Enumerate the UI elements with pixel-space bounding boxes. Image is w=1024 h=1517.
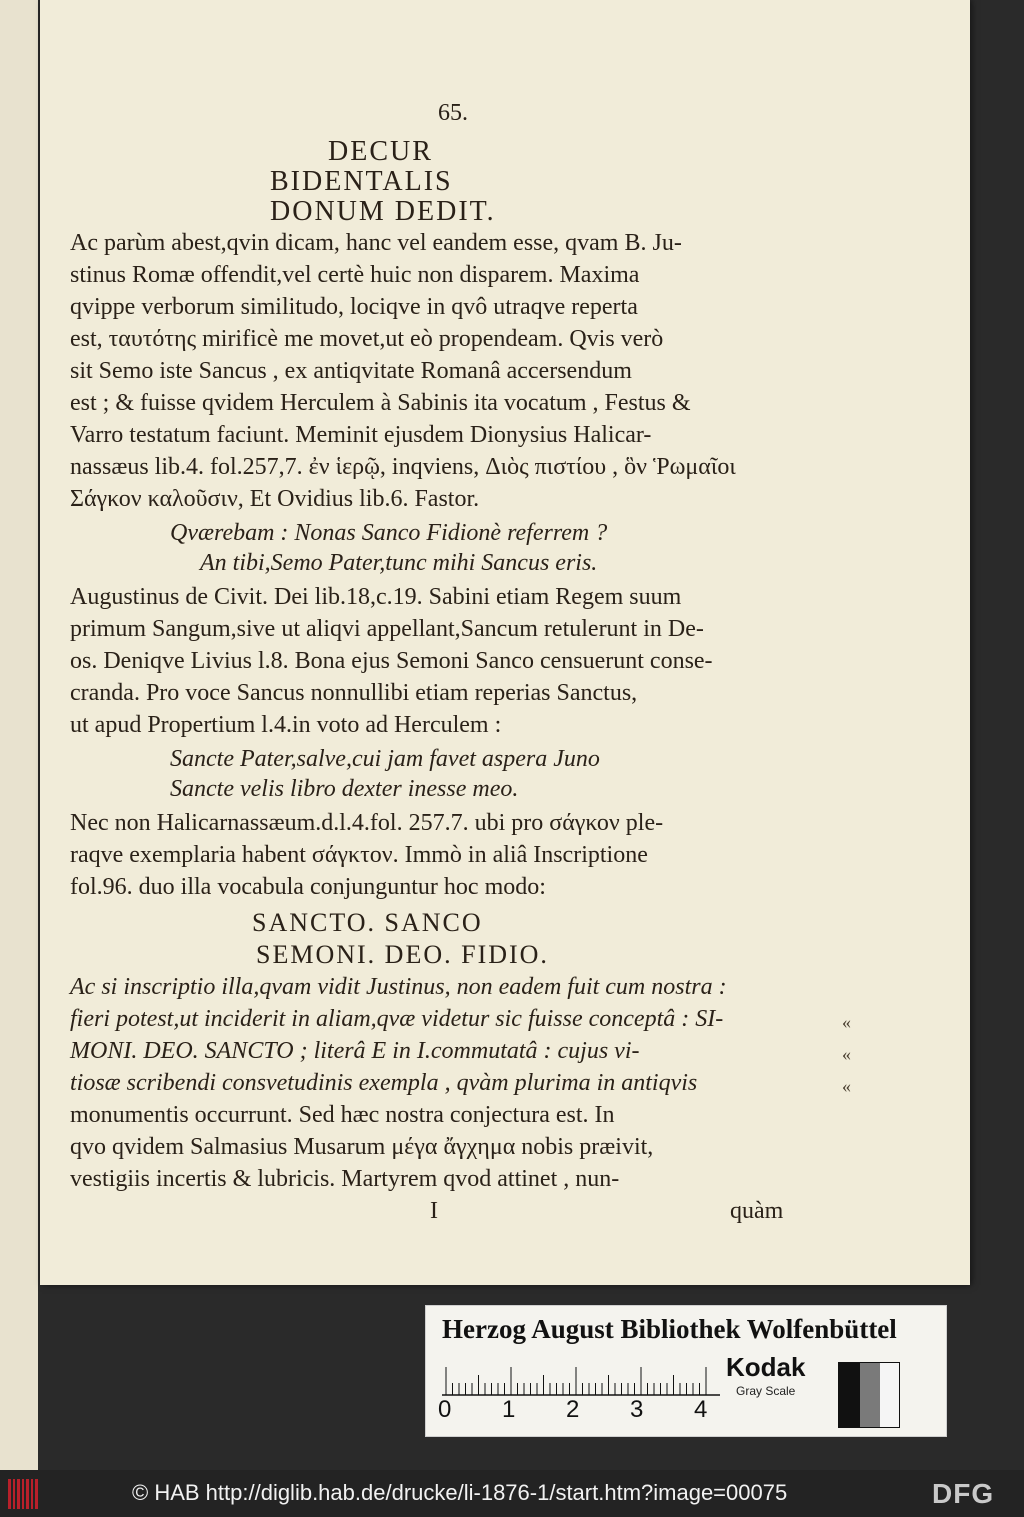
text-line: Nec non Halicarnassæum.d.l.4.fol. 257.7. ubi pro σάγκον ple- (70, 810, 664, 836)
ruler-number: 3 (630, 1396, 644, 1423)
text-line: raqve exemplaria habent σάγκτον. Immò in aliâ Inscriptione (70, 842, 648, 868)
ruler-numbers (438, 1396, 738, 1426)
text-line: tiosæ scribendi consvetudinis exempla , qvàm plurima in antiqvis (70, 1070, 698, 1096)
gray-scale-label: Gray Scale (736, 1384, 796, 1398)
text-line: fol.96. duo illa vocabula conjunguntur hoc modo: (70, 874, 546, 900)
text-line: sit Semo iste Sancus , ex antiqvitate Romanâ accersendum (70, 358, 632, 384)
text-line: stinus Romæ offendit,vel certè huic non disparem. Maxima (70, 262, 640, 288)
text-line: vestigiis incertis & lubricis. Martyrem qvod attinet , nun- (70, 1166, 620, 1192)
margin-quote-mark: « (842, 1044, 851, 1064)
text-line: ut apud Propertium l.4.in voto ad Herculem : (70, 712, 502, 738)
swatch-black (839, 1363, 860, 1427)
library-color-card (425, 1305, 947, 1437)
text-line: os. Deniqve Livius l.8. Bona ejus Semoni Sanco censuerunt conse- (70, 648, 713, 674)
footer-credit-link[interactable]: © HAB http://diglib.hab.de/drucke/li-1876-1/start.htm?image=00075 (132, 1480, 788, 1505)
kodak-brand: Kodak (726, 1352, 806, 1382)
text-line: Ac parùm abest,qvin dicam, hanc vel eandem esse, qvam B. Ju- (70, 230, 682, 256)
gray-scale-swatches (838, 1362, 900, 1428)
text-line: nassæus lib.4. fol.257,7. ἐν ἱερῷ, inqviens, Διὸς πιστίου , ὃν Ῥωμαῖοι (70, 454, 736, 480)
dfg-logo: DFG (932, 1478, 995, 1509)
text-line: cranda. Pro voce Sancus nonnullibi etiam reperias Sanctus, (70, 680, 638, 706)
margin-quote-mark: « (842, 1012, 851, 1032)
verse-line: Sancte Pater,salve,cui jam favet aspera Juno (170, 746, 600, 772)
library-name: Herzog August Bibliothek Wolfenbüttel (442, 1314, 897, 1344)
text-line: fieri potest,ut inciderit in aliam,qvæ videtur sic fuisse conceptâ : SI- (70, 1006, 724, 1032)
text-line: MONI. DEO. SANCTO ; literâ E in I.commutatâ : cujus vi- (70, 1038, 640, 1064)
verse-line: An tibi,Semo Pater,tunc mihi Sancus eris. (200, 550, 598, 576)
text-line: Varro testatum faciunt. Meminit ejusdem Dionysius Halicar- (70, 422, 652, 448)
swatch-gray (860, 1363, 879, 1427)
heading-line-1: DECUR (328, 136, 433, 167)
previous-page-edge (0, 0, 38, 1470)
text-line: est ; & fuisse qvidem Herculem à Sabinis ita vocatum , Festus & (70, 390, 691, 416)
inscription-line-1: SANCTO. SANCO (252, 908, 483, 937)
swatch-white (880, 1363, 899, 1427)
text-line: Σάγκον καλοῦσιν, Et Ovidius lib.6. Fastor. (70, 486, 480, 512)
text-line: Augustinus de Civit. Dei lib.18,c.19. Sabini etiam Regem suum (70, 584, 682, 610)
page-number: 65. (438, 100, 468, 126)
text-line: est, ταυτότης mirificè me movet,ut eò propendeam. Qvis verò (70, 326, 664, 352)
margin-quote-mark: « (842, 1076, 851, 1096)
book-page (40, 0, 970, 1285)
inscription-line-2: SEMONI. DEO. FIDIO. (256, 940, 549, 969)
signature-mark: I (430, 1198, 438, 1224)
text-line: Ac si inscriptio illa,qvam vidit Justinus, non eadem fuit cum nostra : (70, 974, 727, 1000)
text-line: primum Sangum,sive ut aliqvi appellant,Sancum retulerunt in De- (70, 616, 704, 642)
verse-line: Qværebam : Nonas Sanco Fidionè referrem ? (170, 520, 608, 546)
ruler-number: 4 (694, 1396, 708, 1423)
ruler-number: 1 (502, 1396, 516, 1423)
text-line: monumentis occurrunt. Sed hæc nostra conjectura est. In (70, 1102, 615, 1128)
ruler-number: 0 (438, 1396, 452, 1423)
ruler-icon (442, 1366, 720, 1396)
heading-line-3: DONUM DEDIT. (270, 196, 496, 227)
ruler-number: 2 (566, 1396, 580, 1423)
verse-line: Sancte velis libro dexter inesse meo. (170, 776, 519, 802)
catchword: quàm (730, 1198, 784, 1224)
text-line: qvippe verborum similitudo, lociqve in qvô utraqve reperta (70, 294, 638, 320)
text-line: qvo qvidem Salmasius Musarum μέγα ἄγχημα nobis præivit, (70, 1134, 654, 1160)
heading-line-2: BIDENTALIS (270, 166, 453, 197)
footer-bar (0, 1470, 1024, 1517)
barcode-logo-icon (8, 1479, 38, 1509)
